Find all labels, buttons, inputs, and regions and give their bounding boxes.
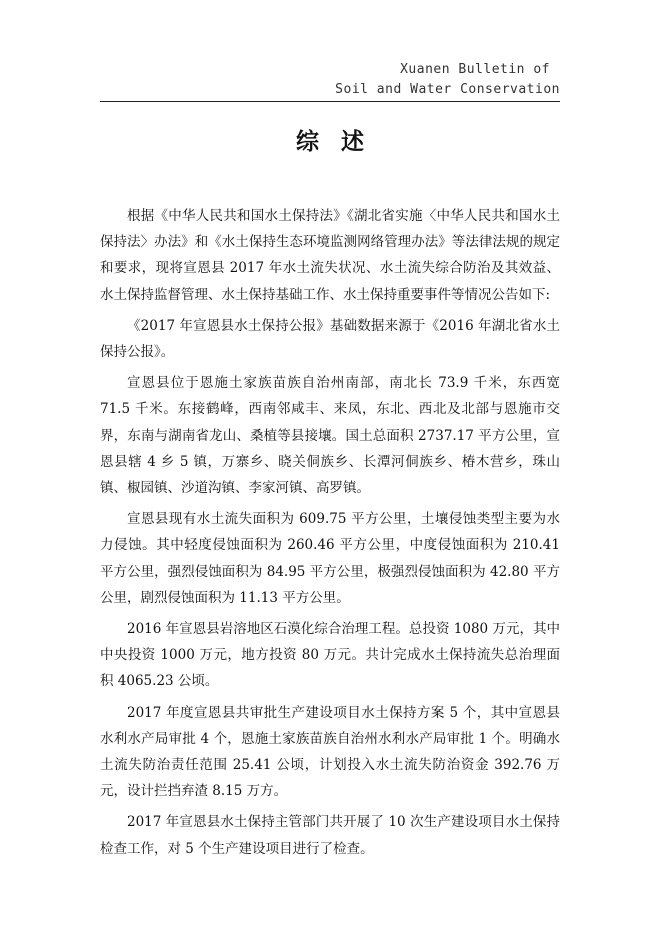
paragraph-data-source: 《2017 年宣恩县水土保持公报》基础数据来源于《2016 年湖北省水土保持公报》。 bbox=[100, 317, 560, 361]
header-line-1: Xuanen Bulletin of bbox=[400, 62, 550, 77]
paragraph-karst-project: 2016 年宣恩县岩溶地区石漠化综合治理工程。总投资 1080 万元，其中中央投资 1000 万元，地方投资 80 万元。共计完成水土保持流失总治理面积 4065.23 公顷。 bbox=[100, 621, 560, 690]
paragraph-plan-approval: 2017 年度宣恩县共审批生产建设项目水土保持方案 5 个，其中宣恩县水利水产局审批 4 个，恩施土家族苗族自治州水利水产局审批 1 个。明确水土流失防治责任范围 25.41 公顷，计划投入水土流失防治资金 392.76 万元，设计拦挡弃渣 8.15 万方。 bbox=[100, 704, 560, 800]
header-line-2: Soil and Water Conservation bbox=[335, 82, 560, 97]
page-title: 综述 bbox=[296, 129, 386, 155]
paragraph-inspection: 2017 年宣恩县水土保持主管部门共开展了 10 次生产建设项目水土保持检查工作，对 5 个生产建设项目进行了检查。 bbox=[100, 814, 560, 857]
paragraph-erosion-status: 宣恩县现有水土流失面积为 609.75 平方公里，土壤侵蚀类型主要为水力侵蚀。其中轻度侵蚀面积为 260.46 平方公里，中度侵蚀面积为 210.41 平方公里，强烈侵蚀面积为 84.95 平方公里，极强烈侵蚀面积为 42.80 平方公里，剧烈侵蚀面积为 11.13 平方公里。 bbox=[100, 511, 560, 606]
paragraph-county-overview: 宣恩县位于恩施土家族苗族自治州南部，南北长 73.9 千米，东西宽 71.5 千米。东接鹤峰，西南邻咸丰、来凤，东北、西北及北部与恩施市交界，东南与湖南省龙山、桑植等县接壤。国土总面积 2737.17 平方公里，宣恩县辖 4 乡 5 镇，万寨乡、晓关侗族乡、长潭河侗族乡、椿木营乡，珠山镇、椒园镇、沙道沟镇、李家河镇、高罗镇。 bbox=[100, 375, 560, 497]
body-text bbox=[100, 203, 560, 867]
paragraph-intro: 根据《中华人民共和国水土保持法》《湖北省实施〈中华人民共和国水土保持法〉办法》和《水土保持生态环境监测网络管理办法》等法律法规的规定和要求，现将宣恩县 2017 年水土流失状况、水土流失综合防治及其效益、水土保持监督管理、水土保持基础工作、水土保持重要事件等情况公告如下: bbox=[100, 208, 560, 303]
running-header bbox=[100, 60, 560, 100]
header-divider bbox=[100, 101, 560, 102]
